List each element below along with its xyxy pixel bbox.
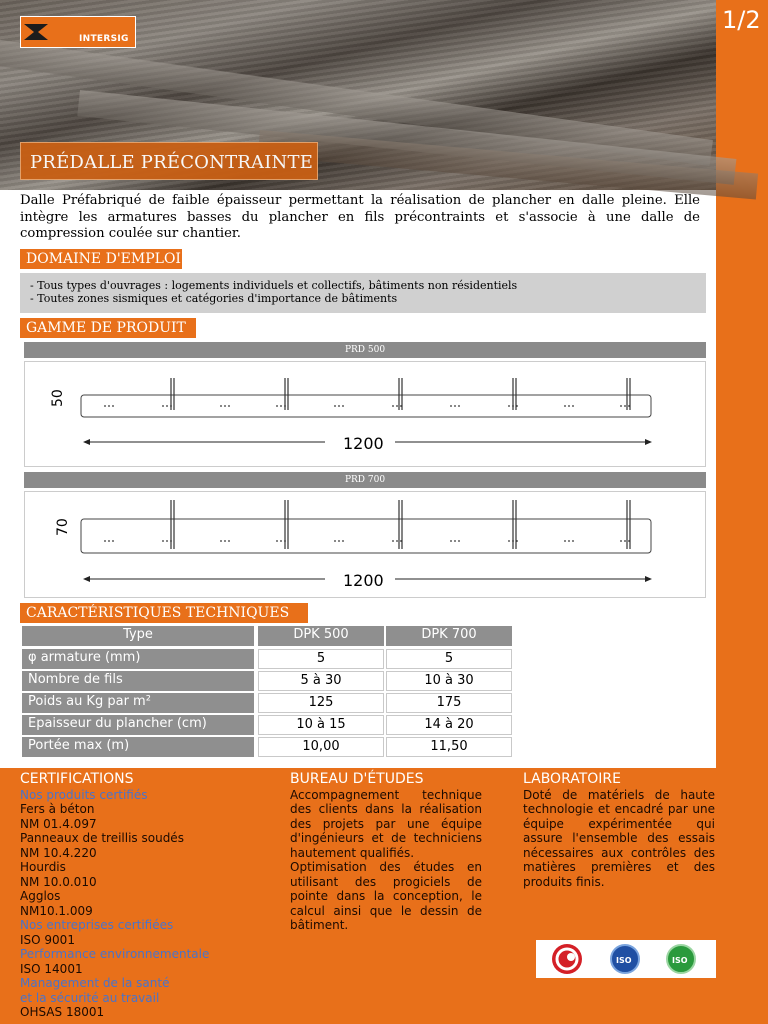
table-cell: 5 xyxy=(386,649,512,669)
bureau-column xyxy=(290,772,482,933)
strand-dot xyxy=(228,405,230,407)
iso-badge-text: ISO xyxy=(616,956,632,965)
strand-dot xyxy=(572,405,574,407)
certification-line: NM10.1.009 xyxy=(20,903,93,918)
prd700-drawing xyxy=(24,491,706,598)
domaine-item: - Tous types d'ouvrages : logements individuels et collectifs, bâtiments non résidentiels xyxy=(30,279,518,292)
strand-dot xyxy=(162,540,164,542)
certification-line: Fers à béton xyxy=(20,802,95,816)
table-header-type: Type xyxy=(22,626,254,646)
strand-dot xyxy=(620,540,622,542)
strand-dot xyxy=(170,405,172,407)
section-heading-gamme: GAMME DE PRODUIT xyxy=(20,318,196,338)
strand-dot xyxy=(338,540,340,542)
strand-dot xyxy=(512,405,514,407)
strand-dot xyxy=(400,540,402,542)
strand-dot xyxy=(572,540,574,542)
table-cell: 5 à 30 xyxy=(258,671,384,691)
bureau-paragraph: Accompagnement technique des clients dans la réalisation des projets par une équipe d'ingénieurs et de techniciens hautement qualifiés. xyxy=(290,787,482,860)
iso-env-badge-icon xyxy=(666,944,696,974)
strand-dot xyxy=(334,405,336,407)
strand-dot xyxy=(454,540,456,542)
strand-dot xyxy=(454,405,456,407)
strand-dot xyxy=(112,540,114,542)
certification-badges xyxy=(536,940,716,978)
strand-dot xyxy=(620,405,622,407)
strand-dot xyxy=(516,405,518,407)
strand-dot xyxy=(280,405,282,407)
strand-dot xyxy=(400,405,402,407)
strand-dot xyxy=(170,540,172,542)
table-header-dpk500: DPK 500 xyxy=(258,626,384,646)
section-heading-domaine: DOMAINE D'EMPLOI xyxy=(20,249,182,269)
table-cell: 10 à 15 xyxy=(258,715,384,735)
strand-dot xyxy=(568,540,570,542)
strand-dot xyxy=(568,405,570,407)
laboratoire-heading: LABORATOIRE xyxy=(523,771,621,787)
certification-seal-icon xyxy=(552,944,582,974)
table-row-label: Portée max (m) xyxy=(22,737,254,757)
iso-badge-text: ISO xyxy=(672,956,688,965)
strand-dot xyxy=(508,405,510,407)
bureau-paragraph: Optimisation des études en utilisant des progiciels de pointe dans la conception, le calcul ainsi que le dessin de bâtiment. xyxy=(290,860,482,932)
table-cell: 175 xyxy=(386,693,512,713)
wire-group xyxy=(104,500,630,549)
table-cell: 10 à 30 xyxy=(386,671,512,691)
iso-badge-icon xyxy=(610,944,640,974)
strand-dot xyxy=(112,405,114,407)
certification-line: Hourdis xyxy=(20,860,66,874)
logo-mark-icon xyxy=(24,22,48,42)
strand-dot xyxy=(392,540,394,542)
strand-dot xyxy=(220,405,222,407)
strand-dot xyxy=(508,540,510,542)
strand-dot xyxy=(224,405,226,407)
prd500-height-label: 50 xyxy=(50,389,66,407)
strand-dot xyxy=(512,540,514,542)
intro-text: Dalle Préfabriqué de faible épaisseur permettant la réalisation de plancher en dalle pleine. Elle intègre les armatures basses du plancher en fils précontraints et s'associe à une dalle de compression coulée sur chantier. xyxy=(20,193,700,241)
strand-dot xyxy=(162,405,164,407)
strand-dot xyxy=(284,540,286,542)
certification-line: ISO 14001 xyxy=(20,961,83,976)
strand-dot xyxy=(516,540,518,542)
prd700-height-label: 70 xyxy=(55,518,71,536)
certification-line: Nos produits certifiés xyxy=(20,787,148,802)
table-row-label: Epaisseur du plancher (cm) xyxy=(22,715,254,735)
hero-image xyxy=(0,0,716,190)
bureau-heading: BUREAU D'ÉTUDES xyxy=(290,771,424,787)
strand-dot xyxy=(166,405,168,407)
strand-dot xyxy=(104,540,106,542)
strand-dot xyxy=(628,540,630,542)
brand-name: INTERSIG xyxy=(79,34,129,44)
strand-dot xyxy=(624,540,626,542)
table-header-dpk700: DPK 700 xyxy=(386,626,512,646)
certifications-column xyxy=(20,772,270,1020)
table-row-label: φ armature (mm) xyxy=(22,649,254,669)
table-row-label: Nombre de fils xyxy=(22,671,254,691)
certifications-heading: CERTIFICATIONS xyxy=(20,771,134,787)
strand-dot xyxy=(458,405,460,407)
section-heading-caracteristiques: CARACTÉRISTIQUES TECHNIQUES xyxy=(20,603,308,623)
table-row-label: Poids au Kg par m² xyxy=(22,693,254,713)
prd700-section-svg xyxy=(25,492,707,599)
strand-dot xyxy=(224,540,226,542)
table-cell: 5 xyxy=(258,649,384,669)
strand-dot xyxy=(220,540,222,542)
certification-line: ISO 9001 xyxy=(20,932,75,947)
certification-line: Management de la santé xyxy=(20,976,170,990)
strand-dot xyxy=(624,405,626,407)
certification-line: NM 10.0.010 xyxy=(20,874,97,889)
strand-dot xyxy=(166,540,168,542)
laboratoire-paragraph: Doté de matériels de haute technologie et encadré par une équipe expérimentée qui assure l'ensemble des essais nécessaires aux contrôles des matières premières et des produits finis. xyxy=(523,787,715,889)
table-cell: 11,50 xyxy=(386,737,512,757)
prd500-section-svg xyxy=(25,362,707,468)
domaine-item: - Toutes zones sismiques et catégories d'importance de bâtiments xyxy=(30,292,398,305)
strand-dot xyxy=(628,405,630,407)
certification-line: Agglos xyxy=(20,889,61,903)
product-label-prd700: PRD 700 xyxy=(24,472,706,488)
prd500-drawing xyxy=(24,361,706,467)
strand-dot xyxy=(458,540,460,542)
certification-line: NM 01.4.097 xyxy=(20,816,97,831)
strand-dot xyxy=(108,405,110,407)
certifications-list xyxy=(20,788,270,1020)
strand-dot xyxy=(334,540,336,542)
strand-dot xyxy=(108,540,110,542)
strand-dot xyxy=(104,405,106,407)
page-title: PRÉDALLE PRÉCONTRAINTE xyxy=(30,152,314,173)
certification-line: NM 10.4.220 xyxy=(20,845,97,860)
strand-dot xyxy=(450,540,452,542)
page-title-box xyxy=(20,142,318,180)
strand-dot xyxy=(392,405,394,407)
strand-dot xyxy=(342,405,344,407)
certification-line: Nos entreprises certifiées xyxy=(20,918,174,932)
strand-dot xyxy=(396,405,398,407)
strand-dot xyxy=(280,540,282,542)
table-cell: 125 xyxy=(258,693,384,713)
certification-line: et la sécurité au travail xyxy=(20,990,160,1005)
certification-line: Performance environnementale xyxy=(20,947,210,961)
product-label-prd500: PRD 500 xyxy=(24,342,706,358)
strand-dot xyxy=(228,540,230,542)
table-cell: 10,00 xyxy=(258,737,384,757)
strand-dot xyxy=(342,540,344,542)
table-cell: 14 à 20 xyxy=(386,715,512,735)
strand-dot xyxy=(396,540,398,542)
brand-logo xyxy=(20,16,136,48)
prd700-width-label: 1200 xyxy=(343,571,384,590)
strand-dot xyxy=(276,405,278,407)
strand-dot xyxy=(564,405,566,407)
laboratoire-column xyxy=(523,772,715,889)
prd500-width-label: 1200 xyxy=(343,434,384,453)
strand-dot xyxy=(284,405,286,407)
strand-dot xyxy=(276,540,278,542)
strand-dot xyxy=(450,405,452,407)
domaine-box xyxy=(20,273,706,313)
certification-line: OHSAS 18001 xyxy=(20,1005,105,1019)
certification-line: Panneaux de treillis soudés xyxy=(20,831,184,845)
strand-dot xyxy=(338,405,340,407)
side-band xyxy=(716,0,768,1024)
wire-group xyxy=(104,378,630,410)
page-number: 1/2 xyxy=(722,6,761,34)
strand-dot xyxy=(564,540,566,542)
